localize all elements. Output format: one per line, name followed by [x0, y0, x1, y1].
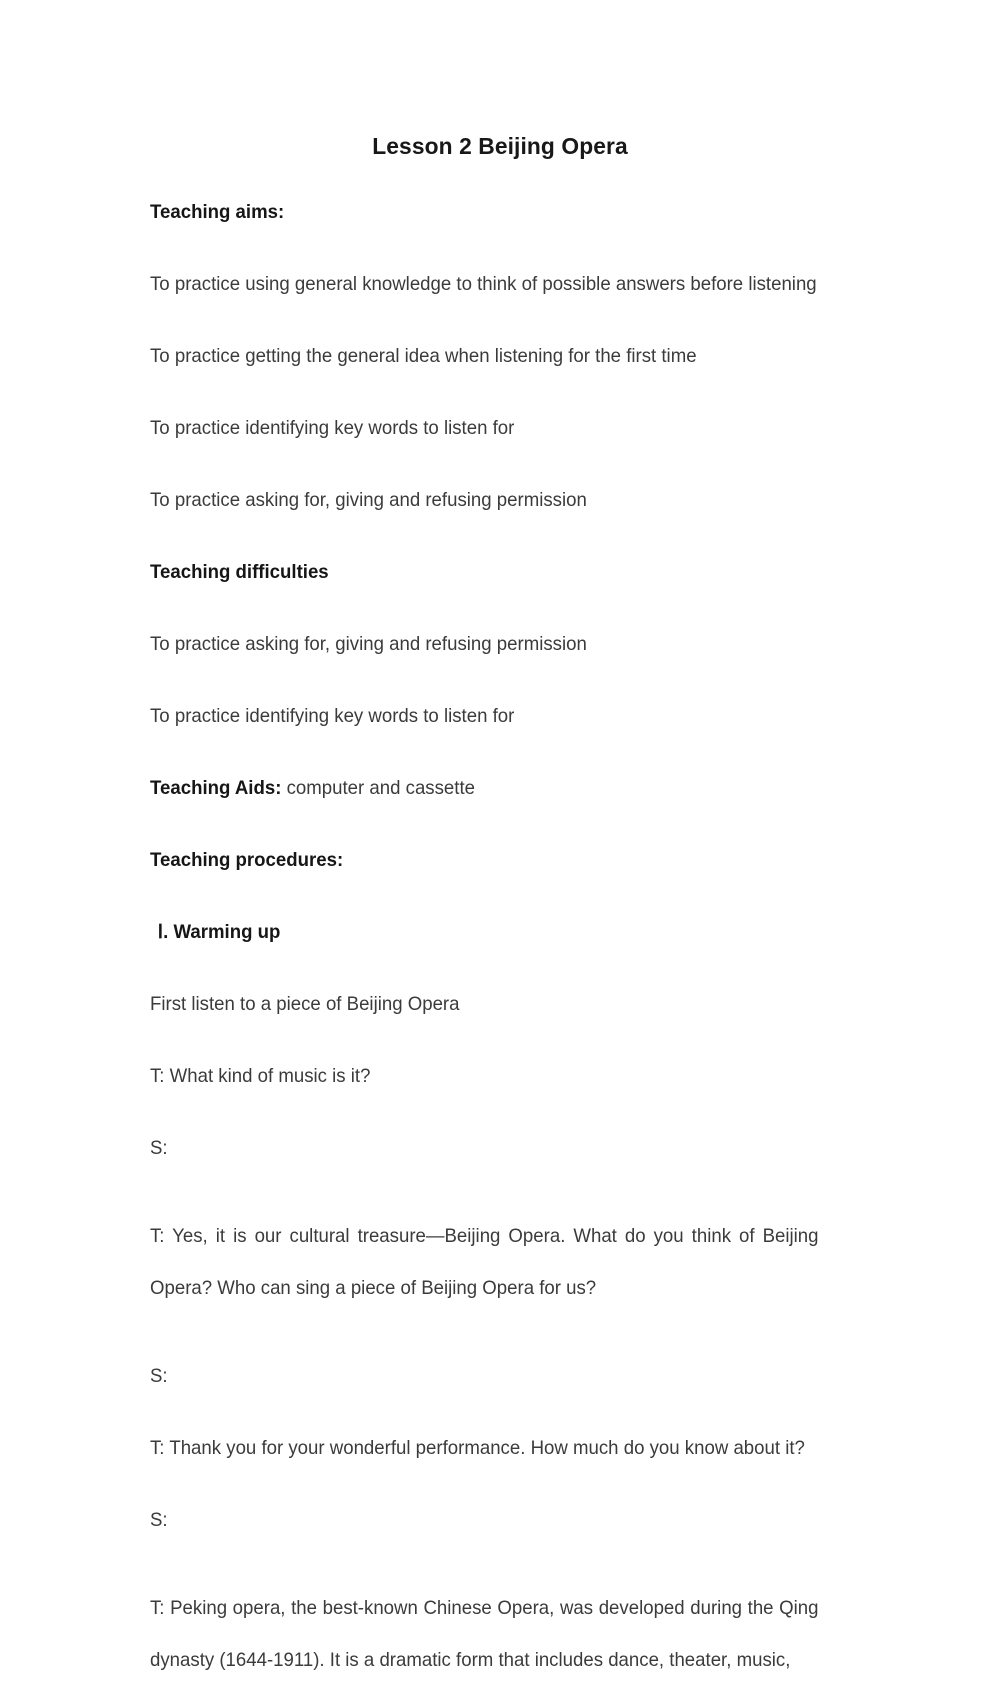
- paragraph-teacher-line-1: T: What kind of music is it?: [150, 1065, 371, 1087]
- section-heading-teaching-aims: Teaching aims:: [150, 201, 285, 223]
- section-heading-warming-up: Ⅰ. Warming up: [157, 921, 281, 943]
- teaching-aids-value: computer and cassette: [281, 777, 475, 799]
- paragraph-student-line-3: S:: [150, 1509, 168, 1531]
- paragraph-teacher-line-3: T: Thank you for your wonderful performance. How much do you know about it?: [150, 1437, 805, 1459]
- paragraph-student-line-2: S:: [150, 1365, 168, 1387]
- paragraph-aim-4: To practice asking for, giving and refusing permission: [150, 489, 587, 511]
- paragraph-difficulty-1: To practice asking for, giving and refusing permission: [150, 633, 587, 655]
- paragraph-aim-3: To practice identifying key words to listen for: [150, 417, 515, 439]
- paragraph-teacher-line-4: T: Peking opera, the best-known Chinese Opera, was developed during the Qing dynasty (1644-1911). It is a dramatic form that includes dance, theater, music,: [150, 1597, 824, 1671]
- teaching-aids-label: Teaching Aids:: [150, 777, 282, 799]
- paragraph-teacher-line-2: T: Yes, it is our cultural treasure—Beijing Opera. What do you think of Beijing Opera? Who can sing a piece of Beijing Opera for us?: [150, 1225, 824, 1299]
- paragraph-aim-1: To practice using general knowledge to think of possible answers before listening: [150, 273, 817, 295]
- section-heading-teaching-procedures: Teaching procedures:: [150, 849, 344, 871]
- paragraph-student-line-1: S:: [150, 1137, 168, 1159]
- document-body: [150, 0, 850, 1686]
- section-heading-teaching-difficulties: Teaching difficulties: [150, 561, 329, 583]
- section-teaching-aids: [150, 778, 819, 798]
- page-title: Lesson 2 Beijing Opera: [372, 133, 628, 159]
- paragraph-warm-instruction: First listen to a piece of Beijing Opera: [150, 993, 460, 1015]
- paragraph-difficulty-2: To practice identifying key words to listen for: [150, 705, 515, 727]
- paragraph-aim-2: To practice getting the general idea when listening for the first time: [150, 345, 697, 367]
